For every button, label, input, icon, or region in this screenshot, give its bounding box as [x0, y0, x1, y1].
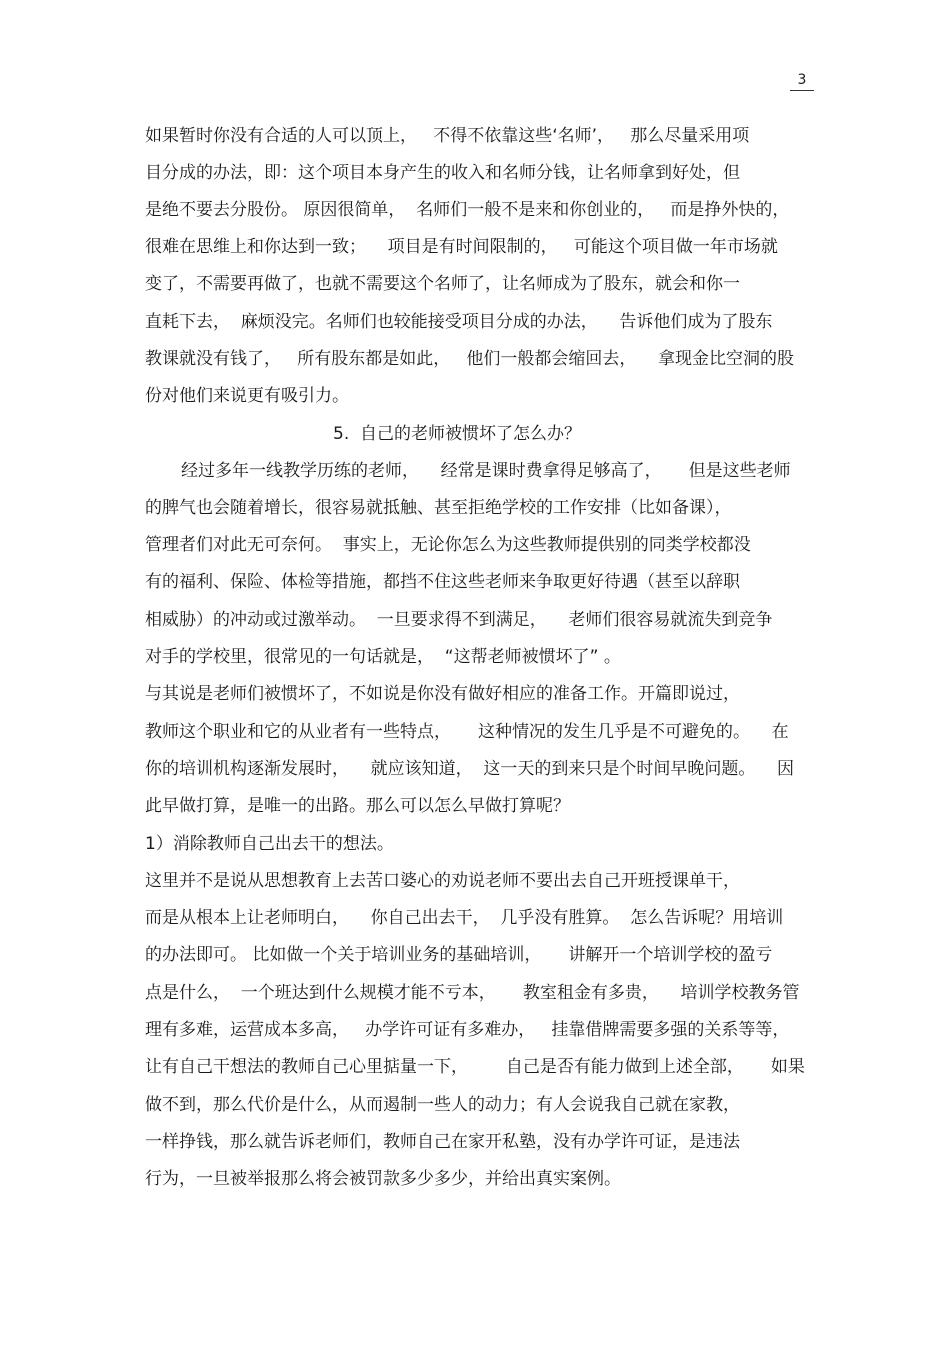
text-line: 相威胁）的冲动或过激举动。 一旦要求得不到满足， 老师们很容易就流失到竞争 — [145, 610, 773, 630]
text-line: 一样挣钱，那么就告诉老师们，教师自己在家开私塾，没有办学许可证，是违法 — [145, 1132, 740, 1152]
text-line: 如果暂时你没有合适的人可以顶上， 不得不依靠这些‘名师’， 那么尽量采用项 — [145, 126, 750, 146]
text-line: 此早做打算，是唯一的出路。那么可以怎么早做打算呢？ — [145, 796, 570, 816]
text-line: 经过多年一线教学历练的老师， 经常是课时费拿得足够高了， 但是这些老师 — [181, 461, 791, 481]
text-line: 点是什么， 一个班达到什么规模才能不亏本， 教室租金有多贵， 培训学校教务管 — [145, 983, 800, 1003]
text-line: 与其说是老师们被惯坏了，不如说是你没有做好相应的准备工作。开篇即说过， — [145, 684, 740, 704]
text-line: 理有多难，运营成本多高， 办学许可证有多难办， 挂靠借牌需要多强的关系等等， — [145, 1020, 790, 1040]
text-line: 的办法即可。 比如做一个关于培训业务的基础培训， 讲解开一个培训学校的盈亏 — [145, 945, 773, 965]
text-line: 很难在思维上和你达到一致； 项目是有时间限制的， 可能这个项目做一年市场就 — [145, 237, 778, 257]
text-line: 是绝不要去分股份。 原因很简单， 名师们一般不是来和你创业的， 而是挣外快的， — [145, 200, 790, 220]
text-line: 让有自己干想法的教师自己心里掂量一下， 自己是否有能力做到上述全部， 如果 — [145, 1057, 805, 1077]
page-number: 3 — [790, 70, 814, 91]
text-line: 这里并不是说从思想教育上去苦口婆心的劝说老师不要出去自己开班授课单干， — [145, 871, 740, 891]
text-line: 目分成的办法，即：这个项目本身产生的收入和名师分钱，让名师拿到好处，但 — [145, 163, 740, 183]
section-heading: 5. 自己的老师被惯坏了怎么办？ — [333, 424, 582, 444]
text-line: 行为，一旦被举报那么将会被罚款多少多少，并给出真实案例。 — [145, 1169, 621, 1189]
subheading: 1）消除教师自己出去干的想法。 — [145, 834, 394, 854]
text-line: 教课就没有钱了， 所有股东都是如此， 他们一般都会缩回去， 拿现金比空洞的股 — [145, 349, 795, 369]
text-line: 你的培训机构逐渐发展时， 就应该知道， 这一天的到来只是个时间早晚问题。 因 — [145, 759, 795, 779]
text-line: 而是从根本上让老师明白， 你自己出去干， 几乎没有胜算。 怎么告诉呢？用培训 — [145, 908, 784, 928]
text-line: 管理者们对此无可奈何。 事实上，无论你怎么为这些教师提供别的同类学校都没 — [145, 535, 751, 555]
text-line: 做不到，那么代价是什么，从而遏制一些人的动力；有人会说我自己就在家教， — [145, 1095, 740, 1115]
text-line: 有的福利、保险、体检等措施，都挡不住这些老师来争取更好待遇（甚至以辞职 — [145, 572, 740, 592]
text-line: 变了，不需要再做了，也就不需要这个名师了，让名师成为了股东，就会和你一 — [145, 274, 740, 294]
text-line: 份对他们来说更有吸引力。 — [145, 386, 349, 406]
text-line: 直耗下去， 麻烦没完。名师们也较能接受项目分成的办法， 告诉他们成为了股东 — [145, 312, 773, 332]
text-line: 对手的学校里，很常见的一句话就是， “这帮老师被惯坏了” 。 — [145, 647, 621, 667]
text-line: 的脾气也会随着增长，很容易就抵触、甚至拒绝学校的工作安排（比如备课）， — [145, 498, 732, 518]
text-line: 教师这个职业和它的从业者有一些特点， 这种情况的发生几乎是不可避免的。 在 — [145, 722, 789, 742]
